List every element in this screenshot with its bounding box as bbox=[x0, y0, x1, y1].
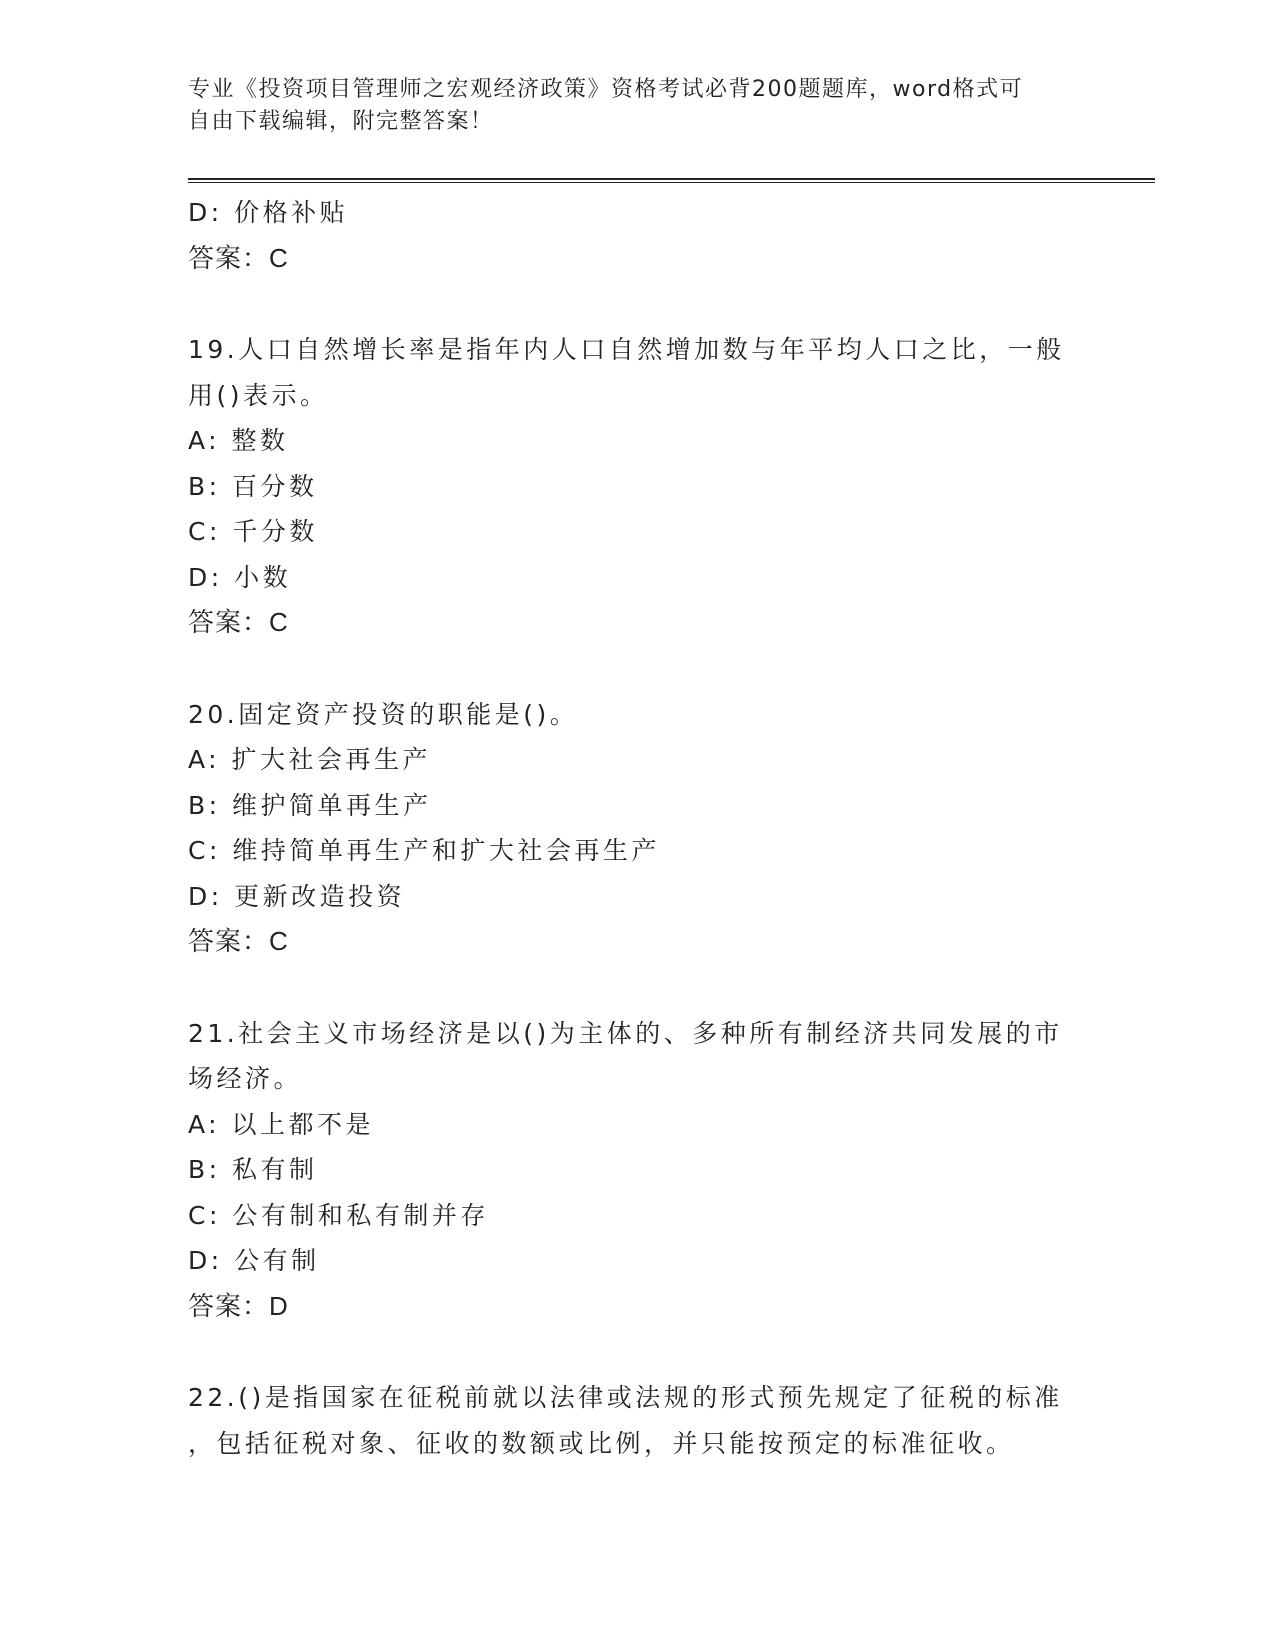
question-stem-line-1: 22.()是指国家在征税前就以法律或法规的形式预先规定了征税的标准 bbox=[188, 1383, 1063, 1412]
answer: 答案：C bbox=[188, 926, 289, 956]
header-line-1: 专业《投资项目管理师之宏观经济政策》资格考试必背200题题库，word格式可 bbox=[188, 77, 1024, 102]
answer: 答案：D bbox=[188, 1290, 289, 1321]
header-rule-thick bbox=[188, 178, 1155, 180]
page-header bbox=[188, 74, 1088, 138]
option-d: D: 更新改造投资 bbox=[188, 881, 406, 911]
option-a: A: 扩大社会再生产 bbox=[188, 745, 432, 774]
question-21 bbox=[188, 1011, 1088, 1330]
option-a: A: 整数 bbox=[188, 426, 289, 455]
spacer bbox=[188, 965, 1088, 1011]
option-a: A: 以上都不是 bbox=[188, 1109, 375, 1139]
question-stem-line-2: 场经济。 bbox=[188, 1064, 303, 1093]
option-d: D: 小数 bbox=[188, 562, 292, 592]
spacer bbox=[188, 1329, 1088, 1375]
option-c: C: 千分数 bbox=[188, 517, 318, 546]
header-rule-thin bbox=[188, 182, 1155, 183]
option-d: D: 公有制 bbox=[188, 1246, 320, 1275]
question-stem-line-2: 用()表示。 bbox=[188, 380, 329, 410]
question-22 bbox=[188, 1375, 1088, 1466]
question-20 bbox=[188, 692, 1088, 965]
spacer bbox=[188, 646, 1088, 692]
question-content bbox=[188, 190, 1088, 1466]
spacer bbox=[188, 281, 1088, 327]
option-b: B: 百分数 bbox=[188, 471, 318, 501]
option-c: C: 维持简单再生产和扩大社会再生产 bbox=[188, 836, 660, 865]
header-line-2: 自由下载编辑，附完整答案！ bbox=[188, 109, 494, 134]
question-stem-line-2: ，包括征税对象、征收的数额或比例，并只能按预定的标准征收。 bbox=[188, 1428, 1015, 1458]
option-c: C: 公有制和私有制并存 bbox=[188, 1200, 489, 1230]
question-stem-line-1: 20.固定资产投资的职能是()。 bbox=[188, 699, 579, 729]
previous-question-tail bbox=[188, 190, 1088, 281]
question-stem-line-1: 21.社会主义市场经济是以()为主体的、多种所有制经济共同发展的市 bbox=[188, 1018, 1063, 1048]
option-b: B: 私有制 bbox=[188, 1155, 318, 1184]
question-stem-line-1: 19.人口自然增长率是指年内人口自然增加数与年平均人口之比，一般 bbox=[188, 335, 1065, 364]
option-d: D: 价格补贴 bbox=[188, 198, 349, 227]
option-b: B: 维护简单再生产 bbox=[188, 790, 432, 820]
answer: 答案：C bbox=[188, 242, 289, 273]
question-19 bbox=[188, 327, 1088, 646]
answer: 答案：C bbox=[188, 607, 289, 637]
